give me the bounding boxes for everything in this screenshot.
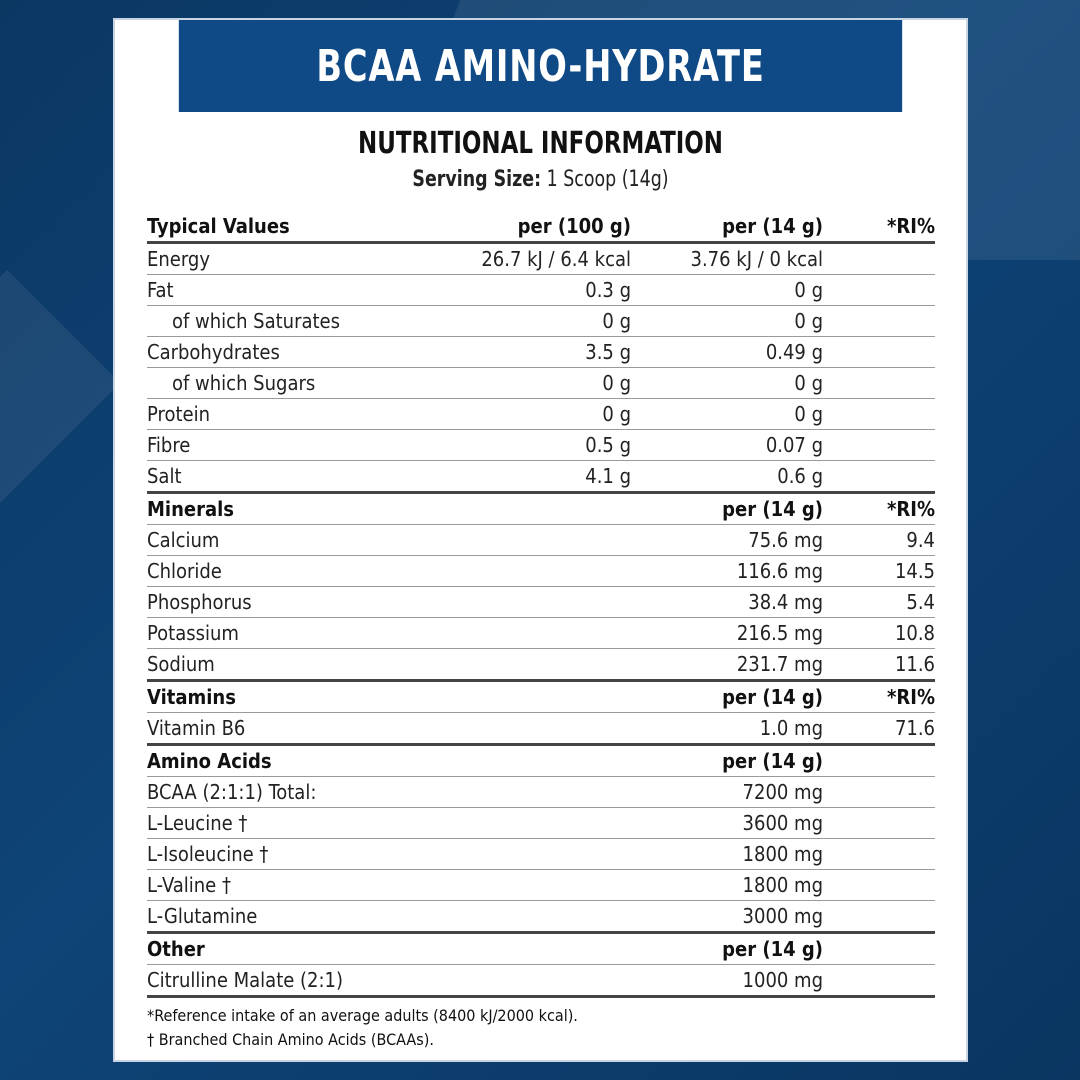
table-cell: Protein bbox=[147, 399, 471, 430]
table-cell bbox=[823, 870, 935, 901]
table-cell bbox=[823, 306, 935, 337]
table-cell: 0.07 g bbox=[631, 430, 823, 461]
table-cell: 1800 mg bbox=[631, 839, 823, 870]
table-cell: Salt bbox=[147, 461, 471, 493]
table-row bbox=[147, 713, 935, 745]
footnote-ri: *Reference intake of an average adults (8400 kJ/2000 kcal). bbox=[147, 1006, 578, 1025]
table-cell bbox=[823, 933, 935, 965]
table-cell: of which Sugars bbox=[147, 368, 471, 399]
table-cell: 11.6 bbox=[823, 649, 935, 681]
table-cell: Fat bbox=[147, 275, 471, 306]
table-cell bbox=[471, 808, 631, 839]
table-row bbox=[147, 901, 935, 933]
table-cell: per (14 g) bbox=[631, 933, 823, 965]
table-cell bbox=[471, 901, 631, 933]
table-cell: L-Valine † bbox=[147, 870, 471, 901]
table-cell: 3000 mg bbox=[631, 901, 823, 933]
table-row bbox=[147, 839, 935, 870]
table-cell bbox=[471, 493, 631, 525]
table-cell bbox=[471, 525, 631, 556]
table-cell bbox=[471, 587, 631, 618]
table-cell: L-Glutamine bbox=[147, 901, 471, 933]
table-cell bbox=[823, 243, 935, 275]
table-row bbox=[147, 275, 935, 306]
table-cell bbox=[823, 777, 935, 808]
table-row bbox=[147, 211, 935, 243]
background-shape bbox=[0, 270, 120, 510]
table-cell: 14.5 bbox=[823, 556, 935, 587]
table-cell bbox=[823, 461, 935, 493]
table-row bbox=[147, 933, 935, 965]
table-row bbox=[147, 745, 935, 777]
table-cell: 0 g bbox=[631, 275, 823, 306]
table-cell: 0 g bbox=[471, 306, 631, 337]
table-cell: 4.1 g bbox=[471, 461, 631, 493]
table-cell bbox=[471, 681, 631, 713]
table-cell bbox=[823, 839, 935, 870]
table-cell: 75.6 mg bbox=[631, 525, 823, 556]
table-row bbox=[147, 618, 935, 649]
table-cell: *RI% bbox=[823, 493, 935, 525]
table-cell bbox=[823, 368, 935, 399]
section-title: NUTRITIONAL INFORMATION bbox=[358, 126, 723, 161]
table-cell bbox=[471, 777, 631, 808]
table-cell bbox=[823, 808, 935, 839]
table-cell: Minerals bbox=[147, 493, 471, 525]
table-cell: 0.3 g bbox=[471, 275, 631, 306]
serving-value: 1 Scoop (14g) bbox=[546, 167, 669, 192]
table-cell: Carbohydrates bbox=[147, 337, 471, 368]
table-cell bbox=[823, 745, 935, 777]
table-cell: 231.7 mg bbox=[631, 649, 823, 681]
table-row bbox=[147, 306, 935, 337]
table-cell: *RI% bbox=[823, 211, 935, 243]
table-row bbox=[147, 649, 935, 681]
table-cell bbox=[471, 618, 631, 649]
table-cell: 3.5 g bbox=[471, 337, 631, 368]
table-cell: per (14 g) bbox=[631, 211, 823, 243]
table-cell: 71.6 bbox=[823, 713, 935, 745]
table-cell: 5.4 bbox=[823, 587, 935, 618]
table-cell: 116.6 mg bbox=[631, 556, 823, 587]
footnotes bbox=[147, 1004, 578, 1052]
table-cell: 0.49 g bbox=[631, 337, 823, 368]
table-cell: 3600 mg bbox=[631, 808, 823, 839]
table-cell bbox=[823, 337, 935, 368]
table-cell: *RI% bbox=[823, 681, 935, 713]
table-cell: of which Saturates bbox=[147, 306, 471, 337]
table-cell bbox=[471, 965, 631, 997]
table-cell: per (14 g) bbox=[631, 681, 823, 713]
table-cell bbox=[823, 399, 935, 430]
table-row bbox=[147, 461, 935, 493]
table-cell: 216.5 mg bbox=[631, 618, 823, 649]
table-row bbox=[147, 399, 935, 430]
table-cell: L-Leucine † bbox=[147, 808, 471, 839]
table-cell: 26.7 kJ / 6.4 kcal bbox=[471, 243, 631, 275]
table-cell: per (14 g) bbox=[631, 745, 823, 777]
table-cell: 0.6 g bbox=[631, 461, 823, 493]
table-cell: 1.0 mg bbox=[631, 713, 823, 745]
product-title: BCAA AMINO-HYDRATE bbox=[179, 20, 902, 112]
table-cell bbox=[823, 901, 935, 933]
table-cell bbox=[471, 933, 631, 965]
table-row bbox=[147, 870, 935, 901]
table-row bbox=[147, 368, 935, 399]
table-cell: per (100 g) bbox=[471, 211, 631, 243]
table-cell: Vitamins bbox=[147, 681, 471, 713]
table-cell bbox=[823, 275, 935, 306]
table-cell: Fibre bbox=[147, 430, 471, 461]
table-cell: 9.4 bbox=[823, 525, 935, 556]
serving-label: Serving Size: bbox=[412, 167, 542, 192]
table-cell bbox=[823, 965, 935, 997]
table-cell bbox=[471, 839, 631, 870]
table-cell: 3.76 kJ / 0 kcal bbox=[631, 243, 823, 275]
table-cell bbox=[471, 713, 631, 745]
table-cell bbox=[823, 430, 935, 461]
table-row bbox=[147, 337, 935, 368]
nutrition-table bbox=[147, 211, 935, 998]
table-row bbox=[147, 493, 935, 525]
table-row bbox=[147, 525, 935, 556]
table-cell: Phosphorus bbox=[147, 587, 471, 618]
table-cell: 10.8 bbox=[823, 618, 935, 649]
table-row bbox=[147, 808, 935, 839]
table-cell: Calcium bbox=[147, 525, 471, 556]
table-cell bbox=[471, 556, 631, 587]
table-cell: 0 g bbox=[471, 399, 631, 430]
table-cell: Chloride bbox=[147, 556, 471, 587]
table-cell: 7200 mg bbox=[631, 777, 823, 808]
serving-size bbox=[166, 167, 915, 192]
table-cell bbox=[471, 870, 631, 901]
footnote-bcaa: † Branched Chain Amino Acids (BCAAs). bbox=[147, 1030, 434, 1049]
table-cell bbox=[471, 649, 631, 681]
table-cell: Amino Acids bbox=[147, 745, 471, 777]
table-cell: 1000 mg bbox=[631, 965, 823, 997]
table-row bbox=[147, 556, 935, 587]
table-cell: 1800 mg bbox=[631, 870, 823, 901]
table-cell: Potassium bbox=[147, 618, 471, 649]
table-row bbox=[147, 777, 935, 808]
table-row bbox=[147, 430, 935, 461]
table-cell: 0.5 g bbox=[471, 430, 631, 461]
table-cell bbox=[471, 745, 631, 777]
table-cell: Typical Values bbox=[147, 211, 471, 243]
table-cell: 0 g bbox=[631, 399, 823, 430]
table-row bbox=[147, 587, 935, 618]
table-cell: 0 g bbox=[631, 306, 823, 337]
table-cell: per (14 g) bbox=[631, 493, 823, 525]
table-cell: Energy bbox=[147, 243, 471, 275]
table-cell: 0 g bbox=[631, 368, 823, 399]
table-row bbox=[147, 965, 935, 997]
table-cell: 0 g bbox=[471, 368, 631, 399]
table-cell: Other bbox=[147, 933, 471, 965]
nutrition-panel bbox=[113, 18, 968, 1062]
table-cell: Sodium bbox=[147, 649, 471, 681]
table-row bbox=[147, 681, 935, 713]
table-cell: Citrulline Malate (2:1) bbox=[147, 965, 471, 997]
table-cell: BCAA (2:1:1) Total: bbox=[147, 777, 471, 808]
table-cell: 38.4 mg bbox=[631, 587, 823, 618]
table-cell: Vitamin B6 bbox=[147, 713, 471, 745]
table-row bbox=[147, 243, 935, 275]
table-cell: L-Isoleucine † bbox=[147, 839, 471, 870]
